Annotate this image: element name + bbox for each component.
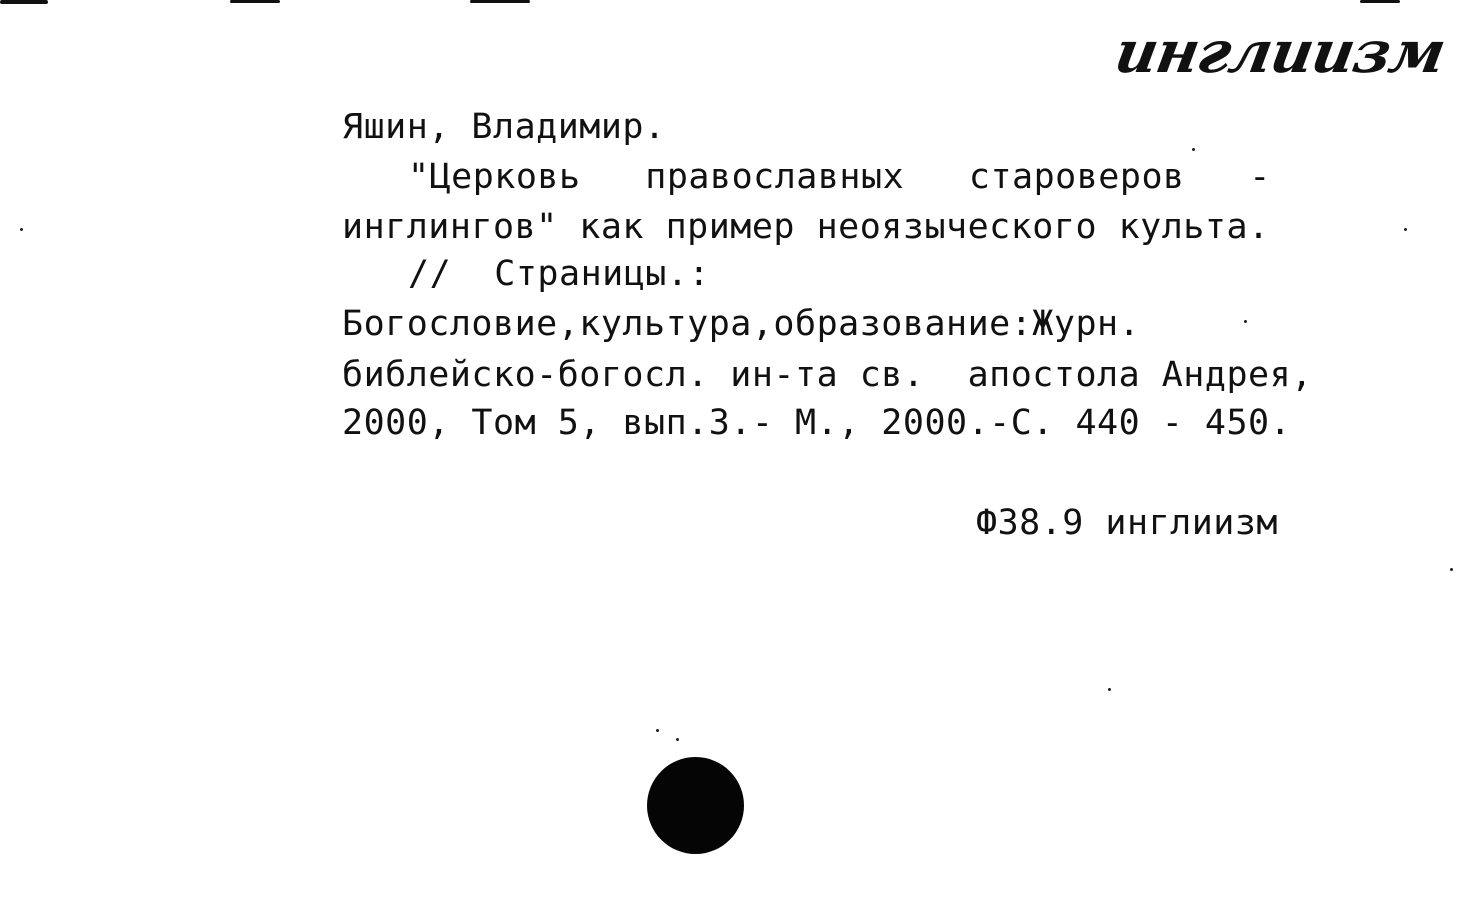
speck xyxy=(20,228,23,231)
title-line-2: инглингов" как пример неоязыческого культа. xyxy=(342,207,1270,247)
card-punch-hole xyxy=(647,757,744,854)
speck xyxy=(1244,320,1247,323)
edge-mark xyxy=(470,0,530,3)
speck xyxy=(656,729,659,732)
title-line-1: "Церковь православных староверов - xyxy=(408,157,1271,197)
source-line-1: Богословие,культура,образование:Журн. xyxy=(342,304,1141,344)
speck xyxy=(676,738,679,741)
handwritten-note: инглиизм xyxy=(1110,18,1451,86)
speck xyxy=(1404,228,1407,231)
author-line: Яшин, Владимир. xyxy=(342,107,666,147)
speck xyxy=(1450,568,1453,571)
classification-code: Ф38.9 инглиизм xyxy=(976,503,1279,543)
source-prefix: // Страницы.: xyxy=(408,254,711,294)
speck xyxy=(1192,148,1195,151)
edge-mark xyxy=(230,0,280,3)
source-line-3: 2000, Том 5, вып.3.- М., 2000.-С. 440 - 450. xyxy=(342,403,1292,443)
edge-mark xyxy=(1360,0,1400,3)
speck xyxy=(1108,688,1111,691)
source-line-2: библейско-богосл. ин-та св. апостола Андрея, xyxy=(342,355,1313,395)
edge-mark xyxy=(0,0,48,4)
